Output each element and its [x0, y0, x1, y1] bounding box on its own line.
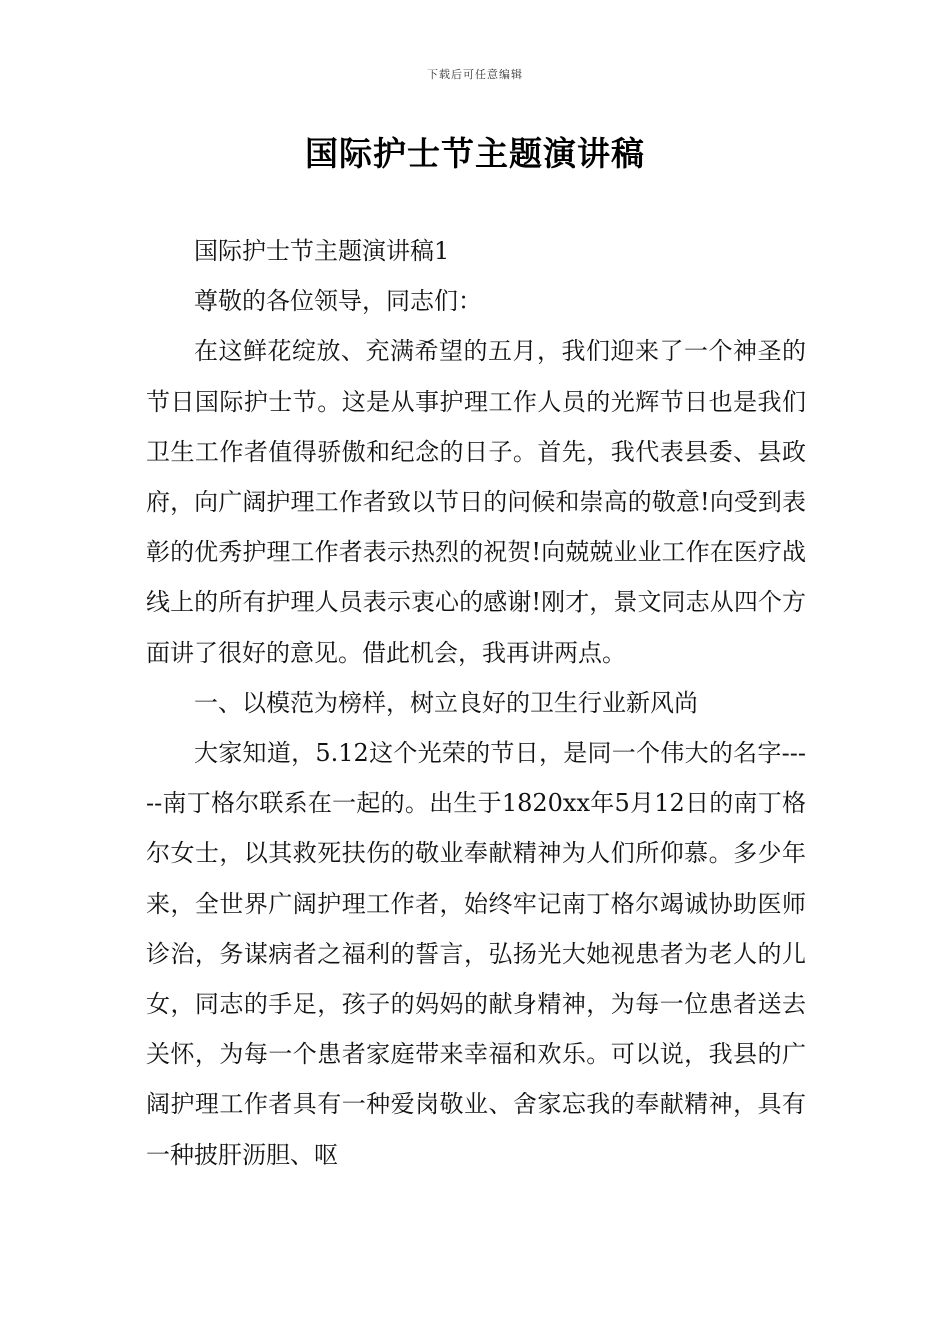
- document-body: [146, 226, 806, 1180]
- document-title: 国际护士节主题演讲稿: [305, 134, 645, 173]
- paragraph-salutation: 尊敬的各位领导，同志们：: [194, 287, 482, 316]
- paragraph-opening: 在这鲜花绽放、充满希望的五月，我们迎来了一个神圣的节日国际护士节。这是从事护理工作人员的光辉节日也是我们卫生工作者值得骄傲和纪念的日子。首先，我代表县委、县政府，向广阔护理工作者致以节日的问候和崇高的敬意!向受到表彰的优秀护理工作者表示热烈的祝贺!向兢兢业业工作在医疗战线上的所有护理人员表示衷心的感谢!刚才，景文同志从四个方面讲了很好的意见。借此机会，我再讲两点。: [146, 337, 806, 667]
- paragraph-subtitle: 国际护士节主题演讲稿1: [194, 237, 450, 265]
- paragraph-section-heading: 一、以模范为榜样，树立良好的卫生行业新风尚: [194, 688, 698, 717]
- paragraph-nightingale: 大家知道，5.12这个光荣的节日，是同一个伟大的名字-----南丁格尔联系在一起的。出生于1820xx年5月12日的南丁格尔女士，以其救死扶伤的敬业奉献精神为人们所仰慕。多少年来，全世界广阔护理工作者，始终牢记南丁格尔竭诚协助医师诊治，务谋病者之福利的誓言，弘扬光大她视患者为老人的儿女，同志的手足，孩子的妈妈的献身精神，为每一位患者送去关怀，为每一个患者家庭带来幸福和欢乐。可以说，我县的广阔护理工作者具有一种爱岗敬业、舍家忘我的奉献精神，具有一种披肝沥胆、呕: [146, 739, 806, 1169]
- header-note: 下载后可任意编辑: [427, 68, 523, 81]
